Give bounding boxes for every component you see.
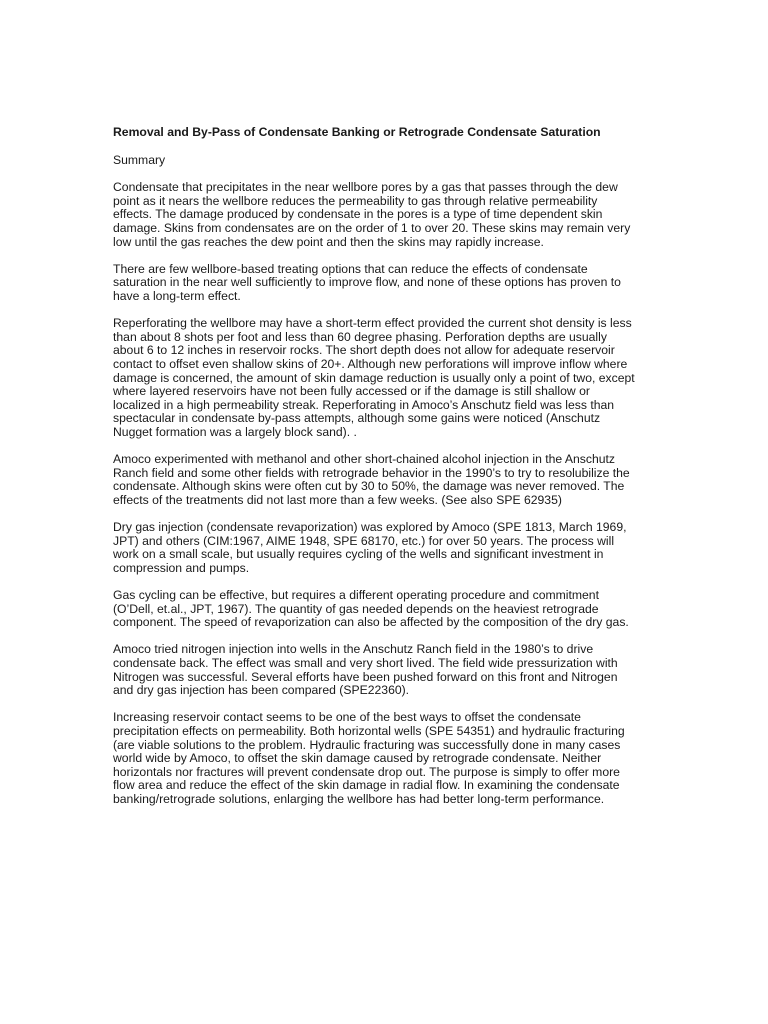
paragraph-line: low until the gas reaches the dew point and then the skins may rapidly increase. (113, 234, 544, 249)
paragraph-line: effects of the treatments did not last more than a few weeks. (See also SPE 62935) (113, 492, 562, 507)
paragraph-line: damage. Skins from condensates are on the order of 1 to over 20. These skins may remain very (113, 220, 631, 235)
paragraph-line: Dry gas injection (condensate revaporization) was explored by Amoco (SPE 1813, March 1969, (113, 520, 627, 535)
paragraph-line: about 6 to 12 inches in reservoir rocks. The short depth does not allow for adequate reservoir (113, 343, 615, 358)
paragraph-line: There are few wellbore-based treating options that can reduce the effects of condensate (113, 261, 588, 276)
paragraph-line: Increasing reservoir contact seems to be one of the best ways to offset the condensate (113, 710, 581, 725)
paragraph (113, 453, 658, 507)
paragraph-line: localized in a high permeability streak. Reperforating in Amoco’s Anschutz field was less than (113, 397, 615, 412)
paragraph (113, 317, 658, 439)
paragraph-list (113, 181, 658, 806)
paragraph (113, 643, 658, 697)
paragraph-line: Nugget formation was a largely block sand). . (113, 424, 357, 439)
paragraph-line: compression and pumps. (113, 560, 250, 575)
paragraph-line: effects. The damage produced by condensate in the pores is a type of time dependent skin (113, 207, 603, 222)
paragraph (113, 263, 658, 304)
paragraph-line: than about 8 shots per foot and less than 60 degree phasing. Perforation depths are usually (113, 329, 607, 344)
paragraph-line: contact to offset even shallow skins of 20+. Although new perforations will improve inflow where (113, 356, 628, 371)
paragraph-line: Amoco experimented with methanol and other short-chained alcohol injection in the Anschutz (113, 452, 616, 467)
paragraph (113, 181, 658, 249)
paragraph-line: saturation in the near well sufficiently to improve flow, and none of these options has proven to (113, 275, 621, 290)
document-title: Removal and By-Pass of Condensate Banking or Retrograde Condensate Saturation (113, 125, 601, 139)
paragraph-line: work on a small scale, but usually requires cycling of the wells and significant investment in (113, 547, 604, 562)
paragraph (113, 711, 658, 806)
paragraph-line: Ranch field and some other fields with retrograde behavior in the 1990’s to try to resolubilize the (113, 465, 630, 480)
section-heading: Summary (113, 152, 166, 167)
paragraph (113, 521, 658, 575)
paragraph-line: damage is concerned, the amount of skin damage reduction is usually only a point of two, except (113, 370, 635, 385)
paragraph-line: Gas cycling can be effective, but requires a different operating procedure and commitment (113, 588, 599, 602)
paragraph-line: condensate. Although skins were often cut by 30 to 50%, the damage was never removed. The (113, 479, 625, 494)
paragraph-line: point as it nears the wellbore reduces the permeability to gas through relative permeability (113, 193, 598, 208)
paragraph-line: component. The speed of revaporization can also be affected by the composition of the dry gas. (113, 615, 629, 630)
paragraph-line: Reperforating the wellbore may have a short-term effect provided the current shot density is less (113, 316, 632, 331)
paragraph-line: and dry gas injection has been compared (SPE22360). (113, 683, 410, 698)
paragraph-line: spectacular in condensate by-pass attempts, although some gains were noticed (Anschutz (113, 411, 601, 426)
paragraph-line: where layered reservoirs have not been fully accessed or if the damage is still shallow or (113, 384, 590, 399)
paragraph-line: world wide by Amoco, to offset the skin damage caused by retrograde condensate. Neither (113, 751, 602, 766)
paragraph-line: flow area and reduce the effect of the skin damage in radial flow. In examining the condensate (113, 778, 620, 793)
paragraph-line: banking/retrograde solutions, enlarging the wellbore has had better long-term performance. (113, 791, 605, 806)
document-body (113, 126, 658, 820)
paragraph-line: Condensate that precipitates in the near wellbore pores by a gas that passes through the dew (113, 180, 618, 195)
paragraph-line: have a long-term effect. (113, 288, 241, 303)
paragraph-line: precipitation effects on permeability. Both horizontal wells (SPE 54351) and hydraulic fracturing (113, 723, 625, 738)
paragraph-line: Nitrogen was successful. Several efforts have been pushed forward on this front and Nitrogen (113, 669, 618, 684)
paragraph-line: Amoco tried nitrogen injection into wells in the Anschutz Ranch field in the 1980’s to drive (113, 642, 594, 657)
paragraph-line: (O’Dell, et.al., JPT, 1967). The quantity of gas needed depends on the heaviest retrograde (113, 601, 599, 616)
paragraph-line: horizontals nor fractures will prevent condensate drop out. The purpose is simply to offer more (113, 764, 620, 779)
paragraph (113, 589, 658, 630)
paragraph-line: condensate back. The effect was small and very short lived. The field wide pressurization with (113, 655, 618, 670)
paragraph-line: JPT) and others (CIM:1967, AIME 1948, SPE 68170, etc.) for over 50 years. The process will (113, 533, 615, 548)
paragraph-line: (are viable solutions to the problem. Hydraulic fracturing was successfully done in many cases (113, 737, 621, 752)
